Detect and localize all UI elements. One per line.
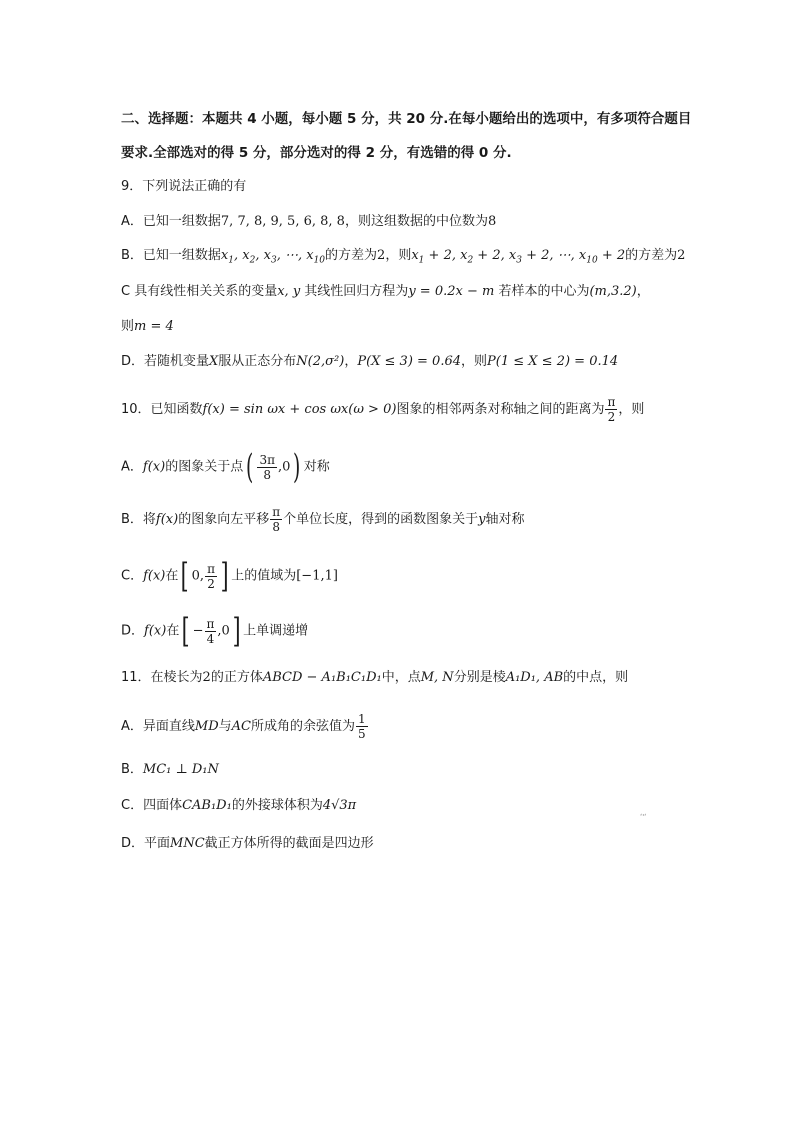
q9d-text4: ，则 xyxy=(461,354,488,369)
q10d-rbracket: ] xyxy=(232,611,241,651)
q11-stem-suffix: 的中点，则 xyxy=(563,670,629,685)
q10-stem-suffix: ，则 xyxy=(618,402,645,417)
q9b-shifted: $x_1 + 2$, $x_2 + 2$, $x_3 + 2$, ⋯, $x_{10} + 2$ xyxy=(411,248,626,266)
q10c-prefix: C． xyxy=(121,568,144,584)
q9-option-a xyxy=(121,212,496,232)
q9c-prefix: C 具有线性相关关系的变量 xyxy=(121,284,278,299)
q11-pts: M, N xyxy=(420,670,454,685)
q10b-prefix: B．将 xyxy=(121,512,156,527)
section-heading-line1: 二、选择题：本题共 4 小题，每小题 5 分，共 20 分.在每小题给出的选项中，有多项符合题目 xyxy=(121,111,692,127)
q10d-tail: ,0 xyxy=(217,623,230,639)
q9c-text4: ， xyxy=(636,284,650,299)
q11c-suffix: 的外接球体积为 xyxy=(231,798,323,813)
q11b-rel: MC₁ ⊥ D₁N xyxy=(142,762,219,777)
q9a-data: 7, 7, 8, 9, 5, 6, 8, 8 xyxy=(220,214,345,229)
q11-option-c xyxy=(121,796,356,816)
q10-func: f(x) = sin ωx + cos ωx(ω > 0) xyxy=(202,402,397,417)
q11c-prefix: C．四面体 xyxy=(121,798,183,813)
q10c-range: [−1,1] xyxy=(296,568,338,584)
q11a-mid: 与 xyxy=(218,719,232,734)
q11a-den: 5 xyxy=(358,727,366,741)
q9c-line2-prefix: 则 xyxy=(121,319,135,334)
q11-edges: A₁D₁, AB xyxy=(505,670,564,685)
q10c-fraction xyxy=(205,562,217,591)
q11a-prefix: A．异面直线 xyxy=(121,719,195,734)
q10-frac-num: π xyxy=(607,395,616,409)
section-heading-line2: 要求.全部选对的得 5 分，部分选对的得 2 分，有选错的得 0 分. xyxy=(121,145,512,161)
q11a-l1: MD xyxy=(194,719,219,734)
q9b-dataset: $x_1$, $x_2$, $x_3$, ⋯, $x_{10}$ xyxy=(220,248,326,266)
q9d-dist: N(2,σ²) xyxy=(296,354,345,369)
q9a-prefix: A．已知一组数据 xyxy=(121,214,221,229)
q10-stem-fraction xyxy=(605,395,617,424)
q11a-num: 1 xyxy=(358,712,366,726)
q10c-suffix: 上的值域为 xyxy=(231,568,297,584)
q10d-lbracket: [ xyxy=(181,611,190,651)
q10a-suffix: 对称 xyxy=(303,459,330,475)
q11-stem-mid: 的正方体 xyxy=(210,670,263,685)
q9b-prefix: B．已知一组数据 xyxy=(121,248,221,263)
q9c-text2: 其线性回归方程为 xyxy=(300,284,409,299)
q10b-fraction xyxy=(270,505,282,534)
q9d-text3: ， xyxy=(344,354,358,369)
q9b-text3: ，则 xyxy=(385,248,412,263)
q11a-suffix: 所成角的余弦值为 xyxy=(251,719,356,734)
q9-option-c-cont xyxy=(121,317,174,337)
q10-option-c xyxy=(121,556,338,596)
q11-edge: 2 xyxy=(202,670,211,685)
q9b-val: 2 xyxy=(377,248,386,263)
q10c-left: 0, xyxy=(191,568,205,584)
q11-option-b xyxy=(121,760,219,780)
q9c-line2-eq: m = 4 xyxy=(134,319,174,334)
q10a-rparen: ) xyxy=(293,447,301,487)
q10c-fx: f(x) xyxy=(143,568,166,584)
q9-option-c xyxy=(121,282,650,302)
q9b-val2: 2 xyxy=(677,248,686,263)
q11d-suffix: 截正方体所得的截面是四边形 xyxy=(204,836,374,851)
q10c-rbracket: ] xyxy=(220,556,229,596)
q10d-fx: f(x) xyxy=(144,623,167,639)
q10d-prefix: D． xyxy=(121,623,145,639)
q10b-suffix2: 轴对称 xyxy=(485,512,525,527)
q10a-fx: f(x) xyxy=(142,459,166,475)
q10d-num: π xyxy=(206,616,215,631)
q9d-prob2: P(1 ≤ X ≤ 2) = 0.14 xyxy=(487,354,619,369)
q10b-suffix: 个单位长度，得到的函数图象关于 xyxy=(283,512,479,527)
q10-stem xyxy=(121,395,644,424)
q10-stem-prefix: 10．已知函数 xyxy=(121,402,203,417)
q11c-tet: CAB₁D₁ xyxy=(182,798,232,813)
q10c-text: 在 xyxy=(165,568,179,584)
q10a-tail: ,0 xyxy=(278,459,291,475)
q10b-text: 的图象向左平移 xyxy=(178,512,270,527)
q10-option-b xyxy=(121,505,525,534)
q11c-vol: 4√3π xyxy=(322,798,357,813)
q11a-fraction xyxy=(356,712,368,741)
q11a-l2: AC xyxy=(231,719,251,734)
q11b-prefix: B． xyxy=(121,762,143,777)
q9-option-b xyxy=(121,246,685,266)
q10b-fx: f(x) xyxy=(155,512,179,527)
q9d-text2: 服从正态分布 xyxy=(218,354,297,369)
q11-stem-prefix: 11．在棱长为 xyxy=(121,670,203,685)
q10d-den: 4 xyxy=(206,631,215,646)
q10a-text: 的图象关于点 xyxy=(165,459,244,475)
q11d-plane: MNC xyxy=(170,836,205,851)
q10c-lbracket: [ xyxy=(181,556,190,596)
q9d-prefix: D．若随机变量 xyxy=(121,354,210,369)
q10a-den: 8 xyxy=(263,467,272,482)
q10d-text: 在 xyxy=(166,623,180,639)
q10d-suffix: 上单调递增 xyxy=(243,623,309,639)
q9d-prob1: P(X ≤ 3) = 0.64 xyxy=(357,354,462,369)
q9b-text2: 的方差为 xyxy=(325,248,378,263)
q10a-num: 3π xyxy=(259,452,276,467)
q11-stem xyxy=(121,668,628,688)
q9c-eq: y = 0.2x − m xyxy=(408,284,495,299)
q10-option-d xyxy=(121,611,309,651)
q10d-minus: − xyxy=(192,623,204,639)
q10-stem-mid: 图象的相邻两条对称轴之间的距离为 xyxy=(396,402,605,417)
q9a-answer: 8 xyxy=(487,214,497,229)
q11-stem-mid3: 分别是棱 xyxy=(453,670,506,685)
q11d-prefix: D．平面 xyxy=(121,836,171,851)
q10-option-a xyxy=(121,447,330,487)
q9-stem: 9．下列说法正确的有 xyxy=(121,179,247,194)
q10-frac-den: 2 xyxy=(607,410,616,424)
q10a-prefix: A． xyxy=(121,459,143,475)
q10b-axis: y xyxy=(478,512,486,527)
q10c-den: 2 xyxy=(207,576,215,591)
q10d-fraction xyxy=(205,617,217,646)
q11-stem-mid2: 中，点 xyxy=(381,670,421,685)
q10a-fraction xyxy=(257,453,277,482)
q9c-center: (m,3.2) xyxy=(589,284,637,299)
q11-option-a xyxy=(121,712,369,741)
q9-option-d xyxy=(121,352,618,372)
q9c-text3: 若样本的中心为 xyxy=(494,284,590,299)
q9a-suffix: ，则这组数据的中位数为 xyxy=(344,214,488,229)
q10a-lparen: ( xyxy=(246,447,254,487)
q9c-vars: x, y xyxy=(277,284,301,299)
q11-option-d xyxy=(121,834,374,854)
q11-cube: ABCD − A₁B₁C₁D₁ xyxy=(262,670,382,685)
stray-mark: ʻ'ʻ xyxy=(640,813,647,821)
q9d-var: X xyxy=(209,354,219,369)
q9b-text4: 的方差为 xyxy=(625,248,678,263)
q10b-num: π xyxy=(272,505,281,519)
q10b-den: 8 xyxy=(272,520,280,534)
q10c-num: π xyxy=(207,561,215,576)
